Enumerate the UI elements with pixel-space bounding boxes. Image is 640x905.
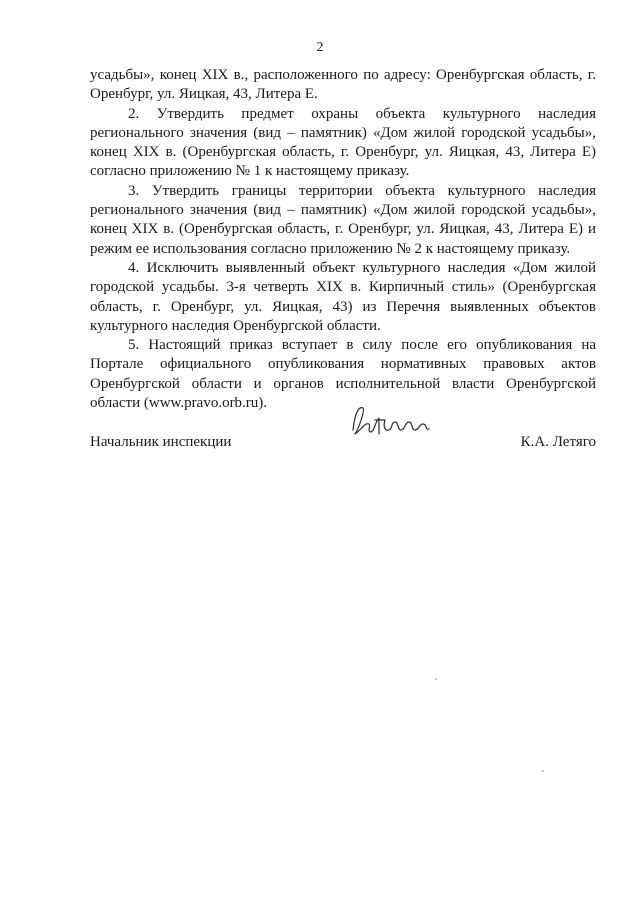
paragraph-item-2: 2. Утвердить предмет охраны объекта культурного наследия регионального значения (вид – памятник) «Дом жилой городской усадьбы», конец XIX в. (Оренбургская область, г. Оренбург, ул. Яицкая, 43, Литера Е) согласно приложению № 1 к настоящему приказу. (90, 105, 596, 180)
paragraph-item-5: 5. Настоящий приказ вступает в силу после его опубликования на Портале официального опубликования нормативных правовых актов Оренбургской области и органов исполнительной власти Оренбургской области (www.pravo.orb.ru). (90, 337, 596, 412)
handwritten-signature (345, 400, 435, 445)
paragraph-item-3: 3. Утвердить границы территории объекта культурного наследия регионального значения (вид – памятник) «Дом жилой городской усадьбы», конец XIX в. (Оренбургская область, г. Оренбург, ул. Яицкая, 43, Литера Е) и режим ее использования согласно приложению № 2 к настоящему приказу. (90, 182, 596, 257)
paragraph-continuation: усадьбы», конец XIX в., расположенного по адресу: Оренбургская область, г. Оренбург, ул. Яицкая, 43, Литера Е. (90, 67, 596, 103)
scan-speck (435, 678, 437, 680)
signer-title: Начальник инспекции (90, 434, 232, 450)
scan-speck (542, 770, 544, 772)
document-body (90, 66, 596, 413)
signer-name: К.А. Летяго (520, 434, 596, 450)
signature-block (90, 430, 596, 460)
page-number: 2 (316, 40, 324, 55)
paragraph-item-4: 4. Исключить выявленный объект культурного наследия «Дом жилой городской усадьбы. 3-я четверть XIX в. Кирпичный стиль» (Оренбургская область, г. Оренбург, ул. Яицкая, 43) из Перечня выявленных объектов культурного наследия Оренбургской области. (90, 259, 596, 334)
